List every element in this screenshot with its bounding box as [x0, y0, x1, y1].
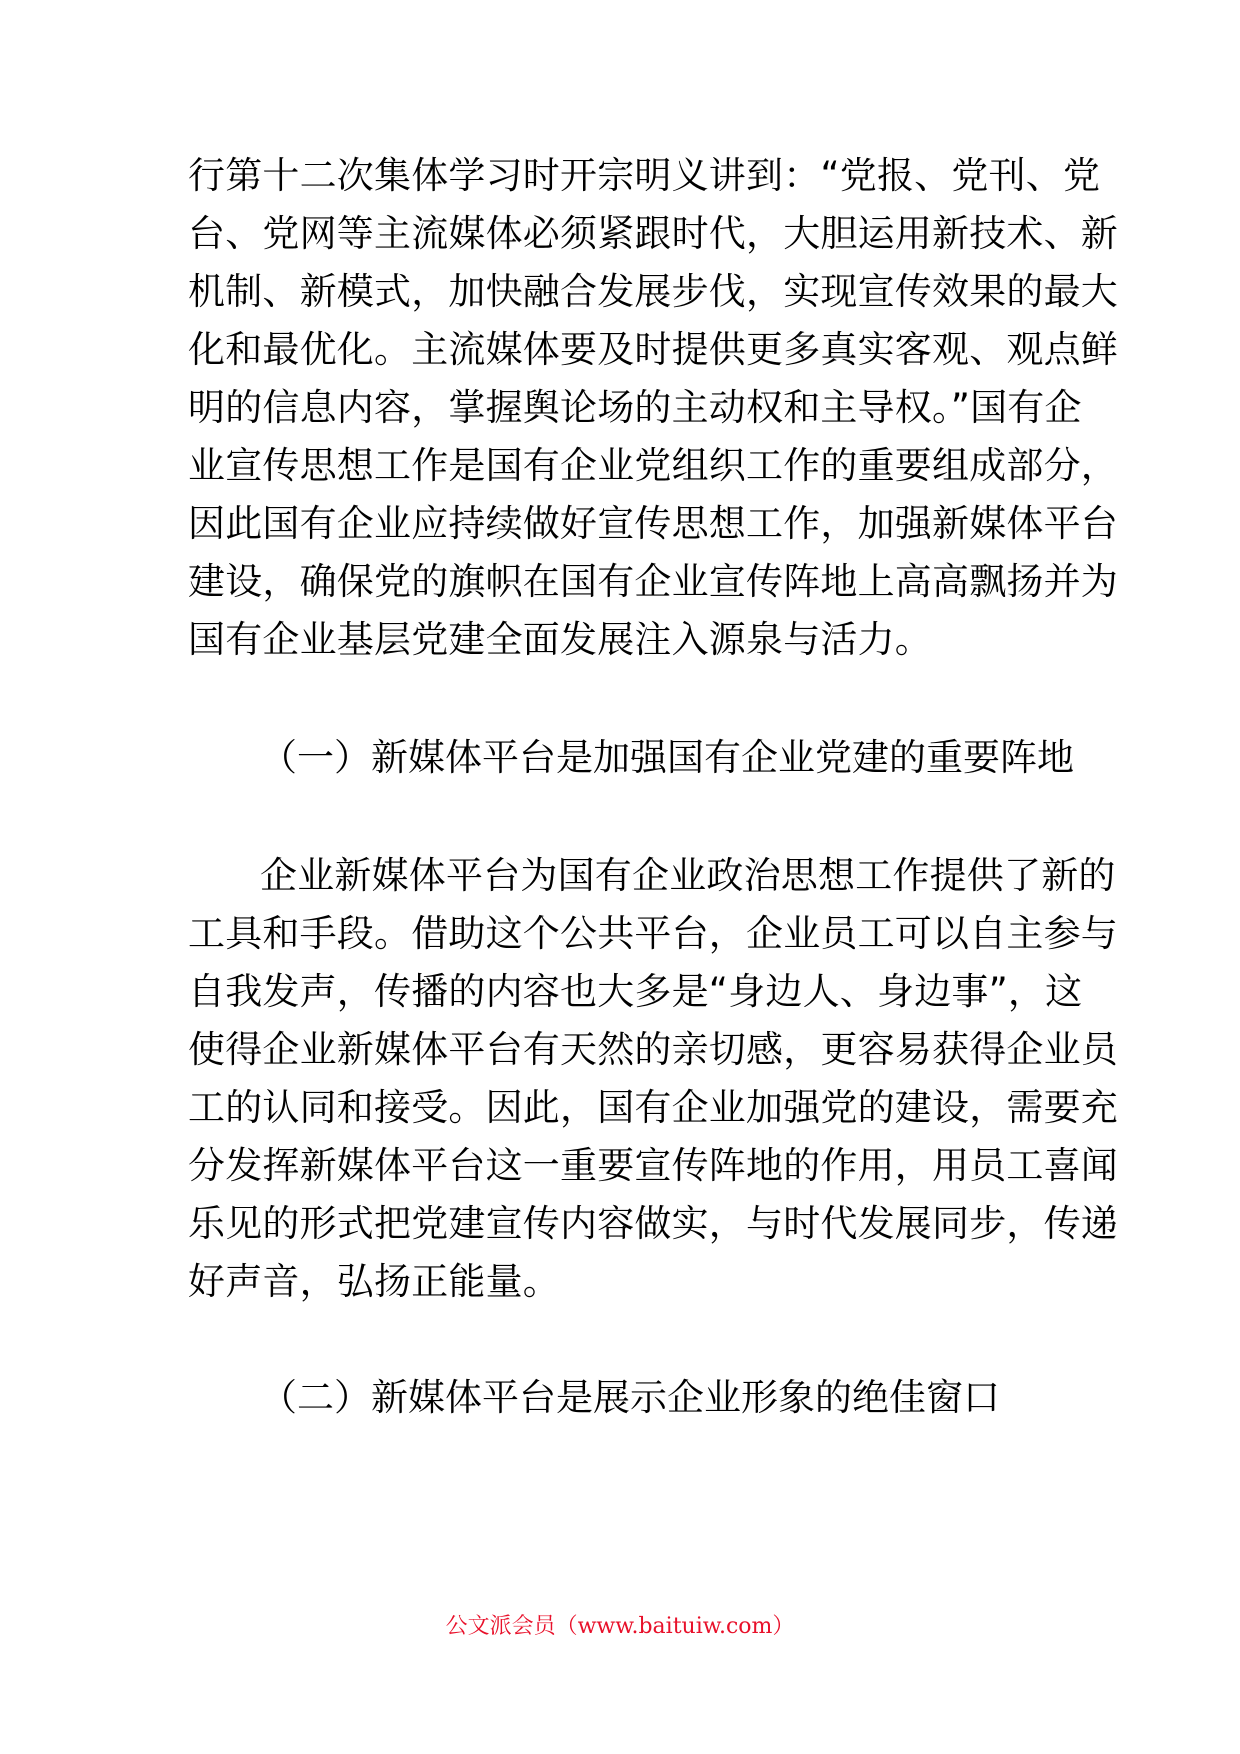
paragraph-line: 企业新媒体平台为国有企业政治思想工作提供了新的	[260, 854, 1116, 897]
footer-link[interactable]: 公文派会员（www.baituiw.com）	[445, 1614, 795, 1639]
paragraph-line: 分发挥新媒体平台这一重要宣传阵地的作用，用员工喜闻	[188, 1144, 1118, 1187]
section-heading: （一）新媒体平台是加强国有企业党建的重要阵地	[260, 736, 1074, 779]
paragraph-line: 工具和手段。借助这个公共平台，企业员工可以自主参与	[188, 912, 1118, 955]
paragraph-line: 因此国有企业应持续做好宣传思想工作，加强新媒体平台	[188, 502, 1118, 545]
paragraph-line: 业宣传思想工作是国有企业党组织工作的重要组成部分，	[188, 444, 1118, 487]
paragraph-line: 乐见的形式把党建宣传内容做实，与时代发展同步，传递	[188, 1202, 1118, 1245]
paragraph-line: 行第十二次集体学习时开宗明义讲到：“党报、党刊、党	[188, 154, 1101, 197]
section-heading: （二）新媒体平台是展示企业形象的绝佳窗口	[260, 1376, 1000, 1419]
paragraph-line: 明的信息内容，掌握舆论场的主动权和主导权。”国有企	[188, 386, 1082, 429]
paragraph-line: 机制、新模式，加快融合发展步伐，实现宣传效果的最大	[188, 270, 1118, 313]
paragraph-line: 化和最优化。主流媒体要及时提供更多真实客观、观点鲜	[188, 328, 1118, 371]
paragraph-line: 好声音，弘扬正能量。	[188, 1260, 560, 1303]
paragraph-line: 工的认同和接受。因此，国有企业加强党的建设，需要充	[188, 1086, 1118, 1129]
paragraph-line: 使得企业新媒体平台有天然的亲切感，更容易获得企业员	[188, 1028, 1118, 1071]
paragraph-line: 台、党网等主流媒体必须紧跟时代，大胆运用新技术、新	[188, 212, 1118, 255]
paragraph-line: 国有企业基层党建全面发展注入源泉与活力。	[188, 618, 932, 661]
paragraph-line: 自我发声，传播的内容也大多是“身边人、身边事”，这	[188, 970, 1083, 1013]
paragraph-line: 建设，确保党的旗帜在国有企业宣传阵地上高高飘扬并为	[188, 560, 1118, 603]
